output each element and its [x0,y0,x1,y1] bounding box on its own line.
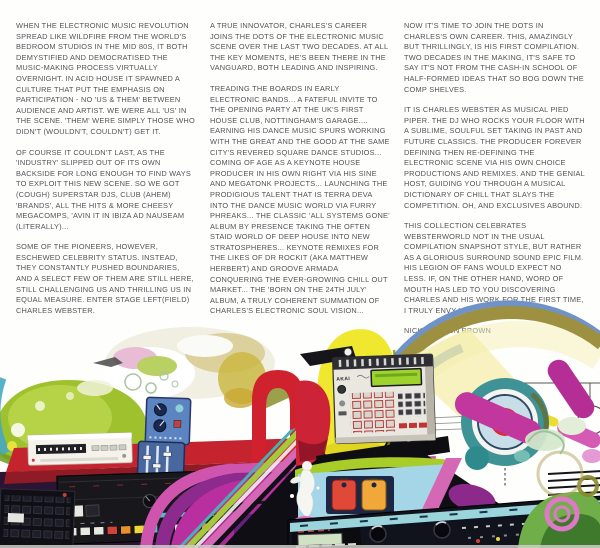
liner-notes-paragraph: SOME OF THE PIONEERS, HOWEVER, ESCHEWED CELEBRITY STATUS. INSTEAD, THEY CONSTANTLY PUSHED BOUNDARIES, AND A SELECT FEW OF THEM ARE STILL HERE, STILL CHALLENGING US AND THRILLING US IN EQUAL MEASURE. ENTER STAGE LEFT(FIELD) CHARLES WEBSTER. [16,242,194,315]
liner-notes-paragraph: TREADING THE BOARDS IN EARLY ELECTRONIC BANDS... A FATEFUL INVITE TO THE OPENING PARTY AT THE UK'S FIRST HOUSE CLUB, NOTTINGHAM'S GARAGE.... EARNING HIS DANCE MUSIC SPURS WORKING WITH THE GREAT AND THE GOOD AT THE SAME CITY'S REVERED SQUARE DANCE STUDIOS... COMING OF AGE AS A KEYNOTE HOUSE PRODUCER IN HIS OWN RIGHT VIA HIS SINE AND MEGATONK PROJECTS... LAUNCHING THE PRODIGIOUS TALENT THAT IS TERRA DEVA INTO THE DANCE MUSIC WORLD VIA FURRY PHREAKS... THE CLASSIC 'ALL SYSTEMS GONE' ALBUM BY PRESENCE TAKING THE OFTEN STAID WORLD OF DEEP HOUSE INTO NEW STRATOSPHERES... KEYNOTE REMIXES FOR THE LIKES OF DR ROCKIT (AKA MATTHEW HERBERT) AND GROOVE ARMADA CONQUERING THE EVER-GROWING CHILL OUT MARKET... THE 'BORN ON THE 24TH JULY' ALBUM, A TRULY COHERENT SUMMATION OF CHARLES'S ELECTRONIC SOUL VISION... [210,83,390,316]
sampler-keypad [350,392,395,434]
liner-notes-paragraph: NOW IT'S TIME TO JOIN THE DOTS IN CHARLES'S OWN CAREER. THIS, AMAZINGLY BUT THRILLINGLY, IS HIS FIRST COMPILATION. TWO DECADES IN THE MAKING, IT'S SAFE TO SAY IT'S NOT FROM THE CASH-IN SCHOOL OF HALF-FORMED IDEAS THAT SO BOG DOWN THE COMP SHELVES. [404,21,584,94]
mini-keyboard [0,489,75,548]
sampler-function-keys [398,391,426,418]
sampler-brand-label: AKAI [336,376,351,383]
liner-notes-paragraph: WHEN THE ELECTRONIC MUSIC REVOLUTION SPREAD LIKE WILDFIRE FROM THE WORLD'S BEDROOM STUDIOS IN THE MID 80S, IT BOTH DEMYSTIFIED AND DEMOCRATISED THE MUSIC-MAKING PROCESS VIRTUALLY OVERNIGHT. IN ACID HOUSE IT SPAWNED A CULTURE THAT PUT THE EMPHASIS ON PARTICIPATION - NO 'US & THEM' BETWEEN AUDIENCE AND ARTIST. WE WERE ALL 'US' IN THE SCENE. 'THEM' WERE SIMPLY THOSE WHO DIDN'T (WOULDN'T, COULDN'T) GET IT. [16,21,195,136]
author-credit: NICK GORDON BROWN [404,326,492,336]
studio-collage-illustration [0,290,600,548]
sampler-lcd [371,369,422,387]
tape-deck [28,433,133,466]
liner-notes-paragraph: A TRUE INNOVATOR, CHARLES'S CAREER JOINS THE DOTS OF THE ELECTRONIC MUSIC SCENE OVER THE LAST TWO DECADES. AT ALL THE KEY MOMENTS, HE'S BEEN THERE IN THE VANGUARD, BOTH LEADING AND INSPIRING. [210,21,389,73]
liner-notes-paragraph: OF COURSE IT COULDN'T LAST, AS THE 'INDUSTRY' SLIPPED OUT OF ITS OWN BACKSIDE FOR LONG ENOUGH TO FIND WAYS TO EXPLOIT THIS NEW SCENE. SO WE GOT (COUGH) SUPERSTAR DJS, CLUB (AHEM) 'BRANDS', ALL THE HITS & MORE CHEESY MEGACOMPS, 'AVIN IT IN IBIZA AD NAUSEAM (LITERALLY)... [16,147,191,231]
liner-notes-paragraph: IT IS CHARLES WEBSTER AS MUSICAL PIED PIPER. THE DJ WHO ROCKS YOUR FLOOR WITH A SUBLIME, SOULFUL SET TAKING IN PAST AND FUTURE CLASSICS. THE PRODUCER FOREVER DEFINING THEN RE-DEFINING THE ELECTRONIC SCENE VIA HIS OWN CHOICE PRODUCTIONS AND REMIXES. AND THE GENIAL HOST, GUIDING YOU THROUGH A MUSICAL DICTIONARY OF CHILL THAT SLAYS THE COMPETITION. OH, AND EXCLUSIVES ABOUND. [404,105,585,210]
liner-notes-paragraph: THIS COLLECTION CELEBRATES WEBSTERWORLD NOT IN THE USUAL COMPILATION SNAPSHOT STYLE, BUT RATHER AS A GLORIOUS SURROUND SOUND EPIC FILM. HIS LEGION OF FANS WOULD EXPECT NO LESS. IF, ON THE OTHER HAND, WORD OF MOUTH HAS LED TO YOU DISCOVERING CHARLES AND HIS WORK FOR THE FIRST TIME, I TRULY ENVY YOU THIS EXPERIENCE. [404,221,584,315]
fader-panel [137,397,190,481]
